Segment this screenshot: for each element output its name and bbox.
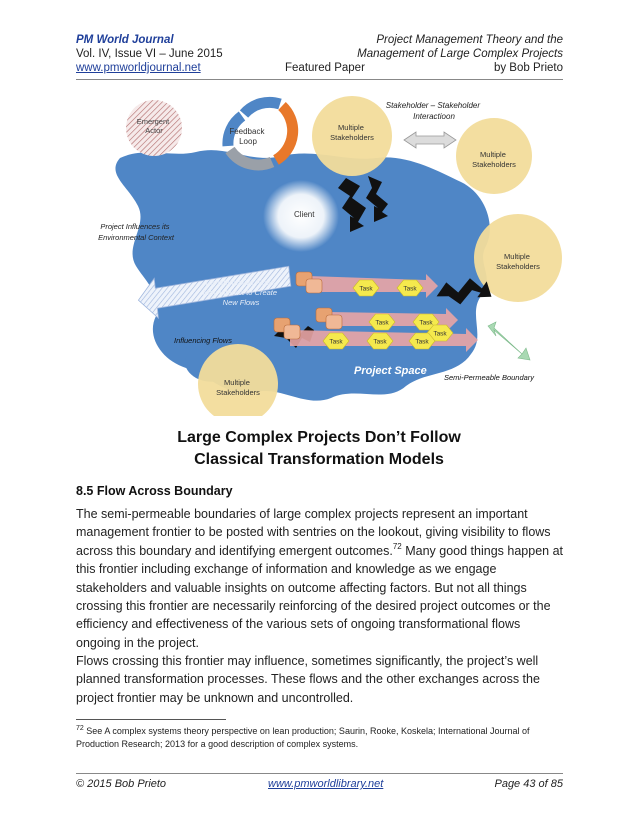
semi-permeable-boundary-label: Semi-Permeable Boundary xyxy=(444,373,535,382)
stakeholders-right-label: Multiple Stakeholders xyxy=(496,252,540,271)
footnote-rule xyxy=(76,719,226,720)
semi-permeable-boundary-arrow xyxy=(488,322,530,360)
project-space-label: Project Space xyxy=(354,365,427,377)
header-rule xyxy=(76,79,563,80)
emergent-actor-label: Emergent Actor xyxy=(136,117,170,135)
paragraph-1: The semi-permeable boundaries of large complex projects represent an important management frontier to be posted with sentries on the lookout, giving visibility to flows across this boundary and identifying emergent outcomes.$^{72}$ Many good things happen at this frontier including exchange of information and knowledge as we engage stakeholders and valuable insights on outcome affecting factors. But not all things crossing this frontier are necessarily reinforcing of the desired project outcomes or the efficiency and effectiveness of the various sets of ongoing transformational flows ongoing in the project. xyxy=(76,507,563,650)
task-label: Task xyxy=(415,338,429,346)
task-label: Task xyxy=(329,338,343,346)
issue-line: Vol. IV, Issue VI – June 2015 xyxy=(76,48,223,60)
footnote-reference[interactable]: 72 xyxy=(392,541,402,551)
complex-project-diagram xyxy=(76,86,563,416)
paper-title-header xyxy=(303,33,563,61)
paper-title-line2: Management of Large Complex Projects xyxy=(357,48,563,60)
journal-name: PM World Journal xyxy=(76,34,174,46)
task-label: Task xyxy=(419,319,433,327)
task-label: Task xyxy=(375,319,389,327)
footer-page-number: Page 43 of 85 xyxy=(494,778,563,790)
task-label: Task xyxy=(433,330,447,338)
paper-title-line1: Project Management Theory and the xyxy=(376,34,563,46)
paragraph-2: Flows crossing this frontier may influence, sometimes significantly, the project’s well planned transformation processes. These flows and the other exchanges across the project frontier may be unknown and uncontrolled. xyxy=(76,654,540,705)
footer-library-link[interactable]: www.pmworldlibrary.net xyxy=(268,778,384,790)
stakeholders-top-label: Multiple Stakeholders xyxy=(330,123,374,142)
footnote: $^{72}$ See A complex systems theory perspective on lean production; Saurin, Rooke, Koskela; International Journal of Production Research; 2013 for a good description of complex systems. xyxy=(76,725,530,749)
stakeholders-bottom-label: Multiple Stakeholders xyxy=(216,378,260,397)
transformative-flows-label: Transformative Flows May Interact to Create New Flows xyxy=(202,278,278,307)
task-label: Task xyxy=(359,285,373,293)
task-label: Task xyxy=(403,285,417,293)
project-influences-label: Project Influences its Environmental Context xyxy=(98,222,174,242)
figure-caption-line1: Large Complex Projects Don’t Follow xyxy=(177,429,461,446)
influencing-flows-label: Influencing Flows xyxy=(174,336,232,345)
footer-copyright: © 2015 Bob Prieto xyxy=(76,778,167,790)
stakeholders-right-top-label: Multiple Stakeholders xyxy=(472,150,516,169)
footer-rule xyxy=(76,773,563,774)
figure-caption-line2: Classical Transformation Models xyxy=(194,451,444,468)
journal-website-link[interactable]: www.pmworldjournal.net xyxy=(76,62,201,74)
feedback-loop-label: Feedback Loop xyxy=(229,127,265,146)
task-label: Task xyxy=(373,338,387,346)
stakeholder-interaction-arrow xyxy=(404,132,456,148)
paper-type: Featured Paper xyxy=(285,62,365,74)
byline: by Bob Prieto xyxy=(493,62,563,74)
stakeholder-interaction-label: Stakeholder – Stakeholder Interactioon xyxy=(385,101,481,121)
client-label: Client xyxy=(294,210,315,219)
section-heading: 8.5 Flow Across Boundary xyxy=(76,484,233,498)
